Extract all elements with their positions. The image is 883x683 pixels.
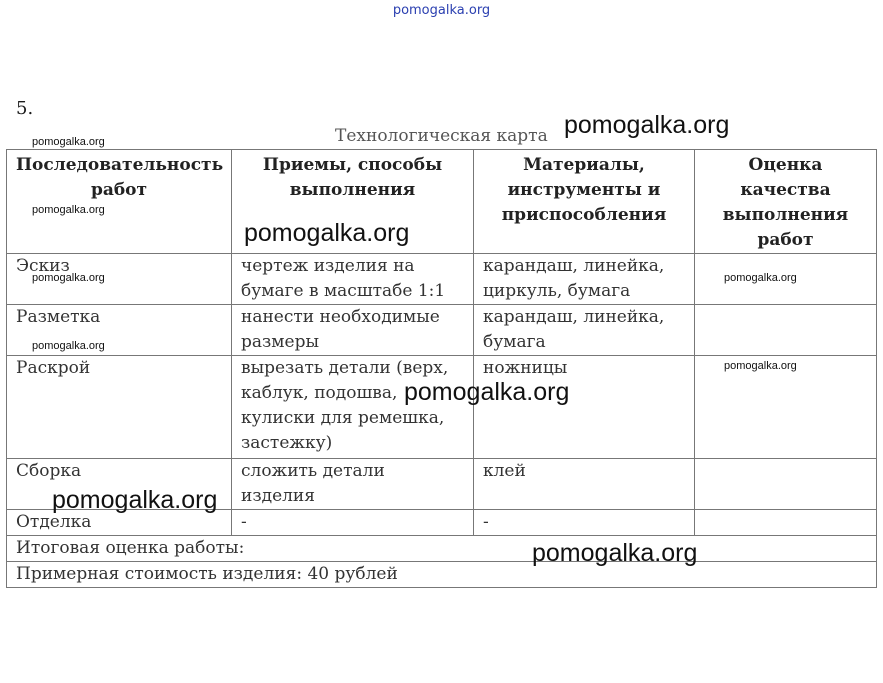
watermark: pomogalka.org [32,272,105,284]
total-grade-cell: Итоговая оценка работы: [7,536,877,562]
quality-cell [695,254,877,305]
column-header: Приемы, способы выполнения [232,150,474,254]
table-header-row [7,150,877,254]
watermark: pomogalka.org [32,340,105,352]
materials-cell: ножницы [474,356,695,459]
table-row [7,305,877,356]
method-cell: вырезать детали (верх, каблук, подошва, кулиски для ремешка, застежку) [232,356,474,459]
task-number: 5. [16,98,34,119]
approx-cost-cell: Примерная стоимость изделия: 40 рублей [7,562,877,588]
step-cell: Разметка [7,305,232,356]
step-cell: Отделка [7,510,232,536]
watermark: pomogalka.org [532,539,698,567]
method-cell: сложить детали изделия [232,459,474,510]
materials-cell: карандаш, линейка, циркуль, бумага [474,254,695,305]
method-cell: нанести необходимые размеры [232,305,474,356]
materials-cell: - [474,510,695,536]
method-cell: чертеж изделия на бумаге в масштабе 1:1 [232,254,474,305]
step-cell: Эскиз [7,254,232,305]
step-cell: Раскрой [7,356,232,459]
tech-card-table [6,149,877,588]
site-header[interactable]: pomogalka.org [392,3,491,18]
column-header: Материалы, инструменты и приспособления [474,150,695,254]
method-cell: - [232,510,474,536]
table-row [7,459,877,510]
column-header: Последовательность работ [7,150,232,254]
watermark: pomogalka.org [52,486,218,514]
table-row [7,356,877,459]
watermark: pomogalka.org [724,360,797,372]
materials-cell: карандаш, линейка, бумага [474,305,695,356]
approx-cost-row [7,562,877,588]
card-title: Технологическая карта [335,126,548,146]
step-cell: Сборка [7,459,232,510]
total-grade-row [7,536,877,562]
table-row [7,254,877,305]
quality-cell [695,305,877,356]
watermark: pomogalka.org [244,219,410,247]
watermark: pomogalka.org [32,204,105,216]
watermark: pomogalka.org [564,111,730,139]
quality-cell [695,459,877,510]
quality-cell [695,356,877,459]
column-header: Оценка качества выполнения работ [695,150,877,254]
watermark: pomogalka.org [404,378,570,406]
table-row [7,510,877,536]
watermark: pomogalka.org [724,272,797,284]
watermark: pomogalka.org [32,136,105,148]
quality-cell [695,510,877,536]
materials-cell: клей [474,459,695,510]
